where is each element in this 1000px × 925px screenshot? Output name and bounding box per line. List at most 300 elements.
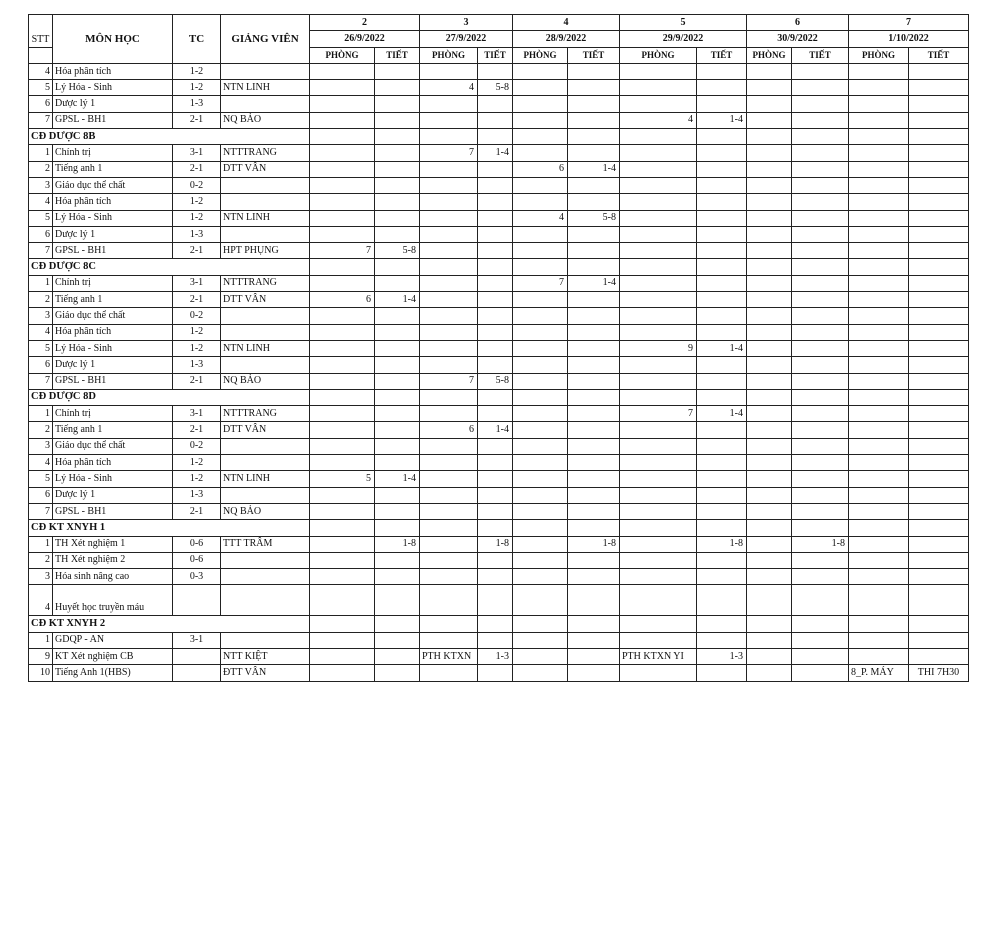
room-cell: [420, 569, 478, 585]
teacher-name: [221, 585, 310, 616]
period-cell: [909, 324, 969, 340]
period-cell: [478, 177, 513, 193]
teacher-name: NTTTRANG: [221, 145, 310, 161]
subject-name: Dược lý 1: [53, 226, 173, 242]
period-cell: [909, 243, 969, 259]
subject-name: Huyết học truyền máu: [53, 585, 173, 616]
credits-value: 0-2: [173, 308, 221, 324]
period-cell: [478, 569, 513, 585]
period-cell: [478, 455, 513, 471]
empty-cell: [375, 616, 420, 632]
period-cell: [375, 373, 420, 389]
period-cell: [792, 112, 849, 128]
day-weekday-header: 5: [620, 15, 747, 31]
row-stt: 5: [29, 80, 53, 96]
empty-cell: [747, 520, 792, 536]
period-cell: [478, 292, 513, 308]
period-cell: [909, 275, 969, 291]
period-cell: [792, 373, 849, 389]
room-cell: PTH KTXN: [420, 648, 478, 664]
room-cell: [747, 569, 792, 585]
room-cell: [310, 487, 375, 503]
period-cell: [568, 422, 620, 438]
row-stt: 3: [29, 177, 53, 193]
period-cell: [478, 194, 513, 210]
credits-value: 2-1: [173, 373, 221, 389]
room-cell: [620, 536, 697, 552]
room-cell: [747, 292, 792, 308]
period-header: TIẾT: [909, 47, 969, 63]
room-cell: [310, 80, 375, 96]
table-row: [29, 665, 969, 681]
header-stt-spacer: [29, 47, 53, 63]
period-cell: [478, 340, 513, 356]
table-row: [29, 145, 969, 161]
room-cell: [747, 455, 792, 471]
room-cell: [849, 471, 909, 487]
subject-name: GDQP - AN: [53, 632, 173, 648]
teacher-name: NTN LINH: [221, 80, 310, 96]
period-cell: 1-3: [478, 648, 513, 664]
period-cell: [375, 569, 420, 585]
room-header: PHÒNG: [513, 47, 568, 63]
empty-cell: [792, 616, 849, 632]
room-cell: 4: [420, 80, 478, 96]
room-cell: [747, 585, 792, 616]
credits-value: 2-1: [173, 292, 221, 308]
period-cell: [568, 455, 620, 471]
room-cell: 6: [310, 292, 375, 308]
room-cell: [849, 275, 909, 291]
table-row: [29, 585, 969, 616]
period-cell: [792, 357, 849, 373]
room-cell: [849, 80, 909, 96]
empty-cell: [478, 259, 513, 275]
credits-value: 3-1: [173, 406, 221, 422]
room-cell: [849, 194, 909, 210]
period-cell: [792, 194, 849, 210]
room-cell: [747, 226, 792, 242]
room-cell: [420, 632, 478, 648]
credits-value: 2-1: [173, 161, 221, 177]
subject-name: Dược lý 1: [53, 357, 173, 373]
room-cell: [420, 340, 478, 356]
room-cell: [849, 112, 909, 128]
table-row: [29, 471, 969, 487]
room-cell: [620, 503, 697, 519]
period-cell: [909, 210, 969, 226]
subject-name: Lý Hóa - Sinh: [53, 80, 173, 96]
table-row: [29, 632, 969, 648]
period-cell: [375, 552, 420, 568]
period-cell: [697, 292, 747, 308]
class-group-label: CĐ DƯỢC 8B: [29, 129, 310, 145]
credits-value: 1-2: [173, 63, 221, 79]
room-cell: [747, 471, 792, 487]
room-cell: [620, 324, 697, 340]
empty-cell: [849, 520, 909, 536]
period-header: TIẾT: [697, 47, 747, 63]
empty-cell: [849, 129, 909, 145]
room-cell: [310, 357, 375, 373]
room-cell: [513, 340, 568, 356]
room-cell: [420, 455, 478, 471]
teacher-name: [221, 455, 310, 471]
room-cell: [747, 406, 792, 422]
empty-cell: [697, 129, 747, 145]
table-row: [29, 194, 969, 210]
room-cell: [513, 324, 568, 340]
room-cell: [310, 194, 375, 210]
row-stt: 1: [29, 632, 53, 648]
room-cell: [513, 569, 568, 585]
subject-name: Hóa sinh nâng cao: [53, 569, 173, 585]
room-cell: [620, 308, 697, 324]
period-cell: [792, 80, 849, 96]
empty-cell: [478, 520, 513, 536]
room-cell: 8_P. MÁY: [849, 665, 909, 681]
room-cell: [310, 177, 375, 193]
period-cell: [697, 455, 747, 471]
period-cell: [375, 194, 420, 210]
subject-name: Dược lý 1: [53, 487, 173, 503]
period-cell: 1-8: [697, 536, 747, 552]
period-cell: [909, 406, 969, 422]
subject-name: Tiếng Anh 1(HBS): [53, 665, 173, 681]
period-cell: [478, 63, 513, 79]
room-cell: [310, 422, 375, 438]
period-cell: [697, 665, 747, 681]
period-cell: 1-4: [568, 275, 620, 291]
period-cell: [909, 292, 969, 308]
table-row: [29, 503, 969, 519]
period-cell: [697, 161, 747, 177]
empty-cell: [420, 616, 478, 632]
room-cell: [420, 194, 478, 210]
credits-value: 1-2: [173, 80, 221, 96]
period-cell: [375, 80, 420, 96]
room-cell: [310, 585, 375, 616]
credits-value: 1-2: [173, 340, 221, 356]
room-cell: [310, 324, 375, 340]
period-cell: [697, 145, 747, 161]
room-cell: [513, 471, 568, 487]
period-cell: [375, 275, 420, 291]
room-cell: [513, 112, 568, 128]
subject-name: GPSL - BH1: [53, 112, 173, 128]
teacher-name: [221, 63, 310, 79]
room-cell: [849, 177, 909, 193]
row-stt: 1: [29, 145, 53, 161]
credits-value: 1-2: [173, 471, 221, 487]
period-cell: [568, 665, 620, 681]
room-cell: [420, 487, 478, 503]
teacher-name: [221, 632, 310, 648]
room-cell: [849, 357, 909, 373]
period-cell: [478, 471, 513, 487]
empty-cell: [849, 259, 909, 275]
room-cell: [747, 210, 792, 226]
day-date-header: 1/10/2022: [849, 31, 969, 47]
period-cell: [478, 161, 513, 177]
empty-cell: [909, 616, 969, 632]
empty-cell: [620, 389, 697, 405]
room-cell: [513, 585, 568, 616]
period-cell: 1-4: [697, 340, 747, 356]
period-cell: [909, 308, 969, 324]
row-stt: 5: [29, 340, 53, 356]
table-row: [29, 569, 969, 585]
period-cell: [792, 145, 849, 161]
period-cell: [792, 210, 849, 226]
period-cell: [568, 177, 620, 193]
room-cell: [747, 275, 792, 291]
period-cell: [568, 503, 620, 519]
room-cell: [513, 438, 568, 454]
room-cell: [849, 161, 909, 177]
period-cell: [909, 569, 969, 585]
room-cell: [620, 487, 697, 503]
period-cell: [697, 438, 747, 454]
room-cell: [513, 96, 568, 112]
credits-value: 3-1: [173, 145, 221, 161]
empty-cell: [420, 259, 478, 275]
table-header: [29, 15, 969, 64]
room-cell: [620, 292, 697, 308]
credits-value: 3-1: [173, 632, 221, 648]
header-credits: TC: [173, 15, 221, 64]
period-cell: [697, 632, 747, 648]
room-header: PHÒNG: [849, 47, 909, 63]
room-cell: [747, 552, 792, 568]
period-cell: [478, 406, 513, 422]
room-cell: [747, 373, 792, 389]
room-cell: [849, 552, 909, 568]
table-row: [29, 357, 969, 373]
room-cell: [747, 536, 792, 552]
row-stt: 7: [29, 112, 53, 128]
room-cell: [310, 503, 375, 519]
empty-cell: [375, 520, 420, 536]
credits-value: 1-2: [173, 455, 221, 471]
period-cell: [568, 569, 620, 585]
teacher-name: [221, 357, 310, 373]
room-cell: [513, 292, 568, 308]
period-cell: [792, 632, 849, 648]
empty-cell: [310, 259, 375, 275]
period-cell: [697, 357, 747, 373]
period-cell: [697, 226, 747, 242]
empty-cell: [310, 389, 375, 405]
period-cell: [909, 503, 969, 519]
period-cell: [375, 177, 420, 193]
empty-cell: [620, 616, 697, 632]
period-cell: [375, 226, 420, 242]
period-cell: [568, 585, 620, 616]
room-cell: [747, 632, 792, 648]
table-row: [29, 112, 969, 128]
period-cell: [478, 357, 513, 373]
row-stt: 4: [29, 324, 53, 340]
period-cell: [792, 96, 849, 112]
credits-value: 1-3: [173, 357, 221, 373]
period-cell: [909, 112, 969, 128]
empty-cell: [420, 129, 478, 145]
period-cell: [792, 177, 849, 193]
class-group-row: [29, 520, 969, 536]
period-cell: [909, 373, 969, 389]
period-cell: [568, 80, 620, 96]
room-cell: [620, 455, 697, 471]
period-cell: [792, 422, 849, 438]
period-header: TIẾT: [375, 47, 420, 63]
period-cell: [792, 161, 849, 177]
row-stt: 6: [29, 226, 53, 242]
teacher-name: NTTTRANG: [221, 275, 310, 291]
period-cell: [792, 552, 849, 568]
header-subject: MÔN HỌC: [53, 15, 173, 64]
period-cell: [697, 308, 747, 324]
row-stt: 2: [29, 552, 53, 568]
teacher-name: [221, 438, 310, 454]
teacher-name: [221, 487, 310, 503]
period-cell: [792, 324, 849, 340]
room-cell: [747, 357, 792, 373]
teacher-name: NTN LINH: [221, 340, 310, 356]
row-stt: 4: [29, 585, 53, 616]
room-cell: [620, 243, 697, 259]
period-cell: [568, 194, 620, 210]
room-cell: [310, 455, 375, 471]
period-cell: [375, 455, 420, 471]
room-cell: [747, 194, 792, 210]
room-cell: [849, 536, 909, 552]
period-cell: [792, 292, 849, 308]
day-date-header: 28/9/2022: [513, 31, 620, 47]
room-cell: [620, 665, 697, 681]
row-stt: 2: [29, 422, 53, 438]
day-date-header: 29/9/2022: [620, 31, 747, 47]
period-cell: [697, 373, 747, 389]
empty-cell: [568, 389, 620, 405]
table-row: [29, 275, 969, 291]
row-stt: 7: [29, 503, 53, 519]
class-group-row: [29, 259, 969, 275]
subject-name: Tiếng anh 1: [53, 422, 173, 438]
empty-cell: [568, 616, 620, 632]
period-cell: [792, 438, 849, 454]
room-cell: [310, 275, 375, 291]
period-cell: [478, 503, 513, 519]
room-cell: [513, 665, 568, 681]
room-cell: [420, 96, 478, 112]
room-cell: [620, 194, 697, 210]
room-cell: [747, 487, 792, 503]
room-header: PHÒNG: [420, 47, 478, 63]
room-cell: [849, 145, 909, 161]
teacher-name: [221, 177, 310, 193]
period-cell: [478, 487, 513, 503]
row-stt: 4: [29, 455, 53, 471]
room-cell: [513, 373, 568, 389]
empty-cell: [697, 520, 747, 536]
room-cell: [420, 210, 478, 226]
period-cell: [568, 648, 620, 664]
room-cell: [620, 177, 697, 193]
header-stt: STT: [29, 15, 53, 48]
empty-cell: [620, 520, 697, 536]
row-stt: 7: [29, 373, 53, 389]
subject-name: KT Xét nghiệm CB: [53, 648, 173, 664]
room-cell: [849, 340, 909, 356]
room-cell: [310, 161, 375, 177]
room-cell: [849, 569, 909, 585]
period-cell: [478, 324, 513, 340]
period-cell: [697, 96, 747, 112]
day-date-header: 30/9/2022: [747, 31, 849, 47]
credits-value: 2-1: [173, 112, 221, 128]
period-cell: [909, 80, 969, 96]
row-stt: 5: [29, 210, 53, 226]
schedule-table: [28, 14, 969, 682]
period-cell: [478, 112, 513, 128]
room-cell: [513, 194, 568, 210]
room-cell: [747, 243, 792, 259]
period-cell: 1-3: [697, 648, 747, 664]
room-cell: [620, 357, 697, 373]
empty-cell: [697, 616, 747, 632]
row-stt: 3: [29, 438, 53, 454]
room-cell: [513, 226, 568, 242]
empty-cell: [849, 616, 909, 632]
room-cell: [747, 308, 792, 324]
subject-name: Chính trị: [53, 145, 173, 161]
period-cell: [697, 569, 747, 585]
subject-name: Hóa phân tích: [53, 194, 173, 210]
room-cell: [620, 275, 697, 291]
table-row: [29, 226, 969, 242]
empty-cell: [697, 389, 747, 405]
room-cell: [620, 210, 697, 226]
room-cell: [513, 406, 568, 422]
subject-name: Hóa phân tích: [53, 455, 173, 471]
room-cell: [420, 308, 478, 324]
period-cell: 1-8: [792, 536, 849, 552]
day-weekday-header: 4: [513, 15, 620, 31]
room-cell: [513, 422, 568, 438]
period-cell: 1-8: [375, 536, 420, 552]
period-cell: [697, 471, 747, 487]
period-cell: [375, 503, 420, 519]
period-cell: [909, 63, 969, 79]
room-cell: [747, 648, 792, 664]
credits-value: [173, 648, 221, 664]
period-cell: [568, 471, 620, 487]
subject-name: Giáo dục thể chất: [53, 438, 173, 454]
subject-name: TH Xét nghiệm 2: [53, 552, 173, 568]
empty-cell: [620, 259, 697, 275]
room-cell: [310, 96, 375, 112]
period-cell: [792, 455, 849, 471]
table-row: [29, 536, 969, 552]
room-header: PHÒNG: [310, 47, 375, 63]
room-cell: [849, 63, 909, 79]
room-cell: [849, 648, 909, 664]
credits-value: 0-6: [173, 536, 221, 552]
row-stt: 1: [29, 406, 53, 422]
room-cell: 7: [310, 243, 375, 259]
day-date-header: 26/9/2022: [310, 31, 420, 47]
